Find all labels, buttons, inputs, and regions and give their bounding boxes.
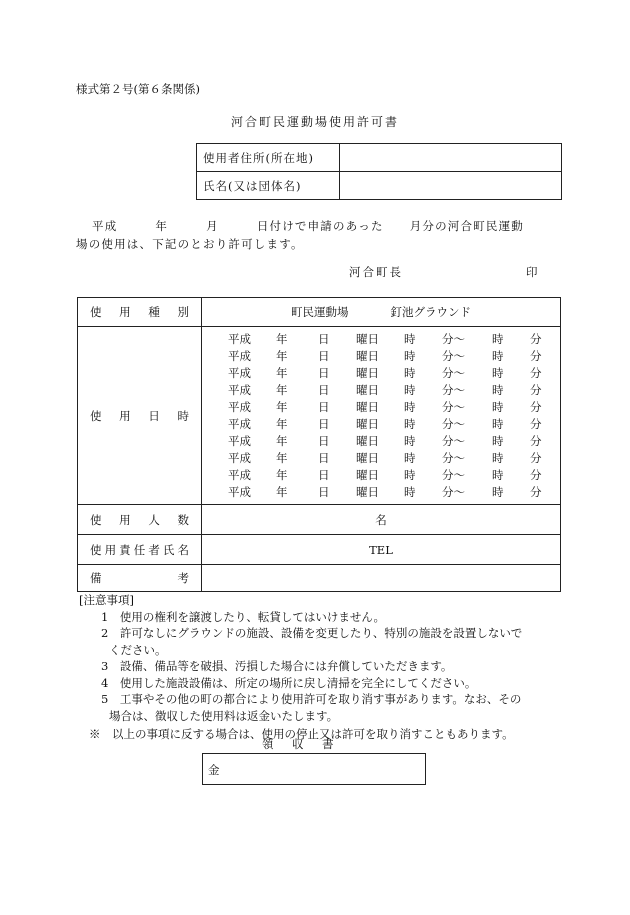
name-label: 氏名(又は団体名) — [197, 172, 340, 200]
address-label: 使用者住所(所在地) — [197, 144, 340, 172]
datetime-hour-from: 時 — [404, 450, 416, 465]
datetime-min-to: 分 — [530, 433, 542, 448]
datetime-hour-to: 時 — [492, 331, 504, 346]
usage-datetime-heading: 使 用 日 時 — [90, 408, 189, 423]
datetime-weekday: 曜日 — [356, 365, 379, 380]
datetime-min-from: 分～ — [442, 348, 465, 363]
datetime-hour-to: 時 — [492, 399, 504, 414]
datetime-row[interactable] — [228, 433, 560, 450]
datetime-era: 平成 — [228, 416, 251, 431]
usage-type-label — [78, 298, 202, 327]
datetime-min-to: 分 — [530, 382, 542, 397]
datetime-min-to: 分 — [530, 348, 542, 363]
datetime-weekday: 曜日 — [356, 484, 379, 499]
manager-label — [78, 535, 202, 565]
datetime-year: 年 — [276, 365, 288, 380]
datetime-hour-to: 時 — [492, 484, 504, 499]
datetime-era: 平成 — [228, 467, 251, 482]
datetime-era: 平成 — [228, 331, 251, 346]
address-field[interactable] — [340, 144, 562, 172]
datetime-year: 年 — [276, 467, 288, 482]
statement-month: 月 — [206, 219, 219, 233]
usage-type-heading: 使 用 種 別 — [90, 305, 189, 319]
datetime-year: 年 — [276, 450, 288, 465]
datetime-weekday: 曜日 — [356, 399, 379, 414]
datetime-hour-from: 時 — [404, 467, 416, 482]
datetime-row[interactable] — [228, 450, 560, 467]
statement-line2: 場の使用は、下記のとおり許可します。 — [76, 237, 304, 251]
datetime-hour-to: 時 — [492, 348, 504, 363]
remarks-value[interactable] — [202, 565, 561, 592]
datetime-hour-to: 時 — [492, 382, 504, 397]
datetime-weekday: 曜日 — [356, 382, 379, 397]
datetime-day: 日 — [318, 331, 330, 346]
receipt-title — [262, 736, 352, 752]
warning-note: ※ 以上の事項に反する場合は、使用の停止又は許可を取り消すこともあります。 — [89, 727, 514, 741]
datetime-year: 年 — [276, 416, 288, 431]
datetime-weekday: 曜日 — [356, 433, 379, 448]
datetime-day: 日 — [318, 399, 330, 414]
datetime-hour-to: 時 — [492, 467, 504, 482]
datetime-day: 日 — [318, 450, 330, 465]
datetime-day: 日 — [318, 433, 330, 448]
seal-mark: 印 — [526, 265, 538, 279]
datetime-min-from: 分～ — [442, 467, 465, 482]
datetime-day: 日 — [318, 484, 330, 499]
datetime-era: 平成 — [228, 365, 251, 380]
datetime-year: 年 — [276, 484, 288, 499]
datetime-row[interactable] — [228, 484, 560, 501]
applicant-table — [196, 143, 562, 200]
datetime-hour-from: 時 — [404, 484, 416, 499]
datetime-hour-from: 時 — [404, 348, 416, 363]
datetime-weekday: 曜日 — [356, 331, 379, 346]
issuer-name: 河合町長 — [349, 265, 403, 279]
note-2-cont: ください。 — [109, 642, 167, 657]
datetime-day: 日 — [318, 467, 330, 482]
datetime-weekday: 曜日 — [356, 450, 379, 465]
datetime-day: 日 — [318, 382, 330, 397]
manager-value[interactable] — [202, 535, 561, 565]
datetime-weekday: 曜日 — [356, 348, 379, 363]
datetime-weekday: 曜日 — [356, 467, 379, 482]
datetime-hour-to: 時 — [492, 416, 504, 431]
remarks-label — [78, 565, 202, 592]
datetime-min-from: 分～ — [442, 433, 465, 448]
usage-count-heading: 使 用 人 数 — [90, 512, 189, 527]
receipt-title-2: 収 — [292, 737, 304, 751]
datetime-hour-from: 時 — [404, 433, 416, 448]
statement-year: 年 — [155, 219, 169, 233]
datetime-hour-from: 時 — [404, 399, 416, 414]
datetime-row[interactable] — [228, 348, 560, 365]
datetime-min-from: 分～ — [442, 365, 465, 380]
note-4: 4 使用した施設設備は、所定の場所に戻し清掃を完全にしてください。 — [101, 675, 477, 690]
facility-kugiike-ground[interactable]: 釘池グラウンド — [390, 305, 471, 319]
notes-heading: [注意事項] — [79, 593, 134, 607]
usage-datetime-value — [202, 327, 561, 505]
note-1: 1 使用の権利を譲渡したり、転貸してはいけません。 — [101, 609, 386, 624]
datetime-era: 平成 — [228, 450, 251, 465]
datetime-year: 年 — [276, 331, 288, 346]
datetime-era: 平成 — [228, 399, 251, 414]
datetime-min-to: 分 — [530, 467, 542, 482]
datetime-min-to: 分 — [530, 399, 542, 414]
datetime-weekday: 曜日 — [356, 416, 379, 431]
statement-era: 平成 — [92, 219, 118, 233]
receipt-amount-label: 金 — [208, 763, 220, 777]
datetime-row[interactable] — [228, 382, 560, 399]
usage-count-label — [78, 505, 202, 535]
datetime-day: 日 — [318, 416, 330, 431]
datetime-min-from: 分～ — [442, 331, 465, 346]
datetime-hour-to: 時 — [492, 433, 504, 448]
datetime-year: 年 — [276, 433, 288, 448]
note-2: 2 許可なしにグラウンドの施設、設備を変更したり、特別の施設を設置しないで — [101, 626, 523, 640]
facility-town-ground[interactable]: 町民運動場 — [291, 305, 349, 319]
note-3: 3 設備、備品等を破損、汚損した場合には弁償していただきます。 — [101, 659, 453, 673]
count-unit: 名 — [375, 512, 387, 527]
datetime-hour-to: 時 — [492, 450, 504, 465]
datetime-hour-from: 時 — [404, 331, 416, 346]
usage-datetime-label — [78, 327, 202, 505]
usage-count-value[interactable] — [202, 505, 561, 535]
datetime-min-from: 分～ — [442, 399, 465, 414]
datetime-era: 平成 — [228, 484, 251, 499]
permit-table — [77, 297, 561, 592]
datetime-min-to: 分 — [530, 365, 542, 380]
datetime-row[interactable] — [228, 467, 560, 484]
document-title: 河合町民運動場使用許可書 — [230, 115, 399, 129]
datetime-era: 平成 — [228, 382, 251, 397]
datetime-row[interactable] — [228, 416, 560, 433]
manager-heading: 使 用 責 任 者 氏 名 — [90, 542, 189, 557]
remarks-heading: 備 考 — [90, 571, 189, 585]
datetime-hour-to: 時 — [492, 365, 504, 380]
datetime-min-from: 分～ — [442, 382, 465, 397]
datetime-day: 日 — [318, 365, 330, 380]
datetime-min-from: 分～ — [442, 484, 465, 499]
note-5-cont: 場合は、徴収した使用料は返金いたします。 — [109, 708, 339, 723]
notes-section — [79, 592, 569, 743]
note-5: 5 工事やその他の町の都合により使用許可を取り消す事があります。なお、その — [101, 692, 522, 706]
manager-tel: TEL — [369, 542, 393, 557]
permit-statement — [76, 217, 566, 253]
receipt-amount-box[interactable] — [202, 753, 426, 785]
datetime-day: 日 — [318, 348, 330, 363]
datetime-min-to: 分 — [530, 484, 542, 499]
datetime-hour-from: 時 — [404, 382, 416, 397]
datetime-min-from: 分～ — [442, 450, 465, 465]
receipt-title-3: 書 — [322, 737, 334, 751]
statement-day: 日付けで申請のあった — [256, 219, 384, 233]
receipt-title-1: 領 — [262, 737, 274, 751]
datetime-era: 平成 — [228, 433, 251, 448]
usage-type-value — [202, 298, 561, 327]
datetime-year: 年 — [276, 399, 288, 414]
datetime-hour-from: 時 — [404, 365, 416, 380]
datetime-row[interactable] — [228, 399, 560, 416]
datetime-min-to: 分 — [530, 450, 542, 465]
datetime-row[interactable] — [228, 331, 560, 348]
datetime-year: 年 — [276, 348, 288, 363]
statement-target-month: 月分の河合町民運動 — [409, 219, 525, 233]
datetime-min-to: 分 — [530, 416, 542, 431]
datetime-min-to: 分 — [530, 331, 542, 346]
name-field[interactable] — [340, 172, 562, 200]
datetime-min-from: 分～ — [442, 416, 465, 431]
datetime-row[interactable] — [228, 365, 560, 382]
datetime-hour-from: 時 — [404, 416, 416, 431]
datetime-era: 平成 — [228, 348, 251, 363]
datetime-year: 年 — [276, 382, 288, 397]
form-number: 様式第２号(第６条関係) — [76, 82, 200, 96]
